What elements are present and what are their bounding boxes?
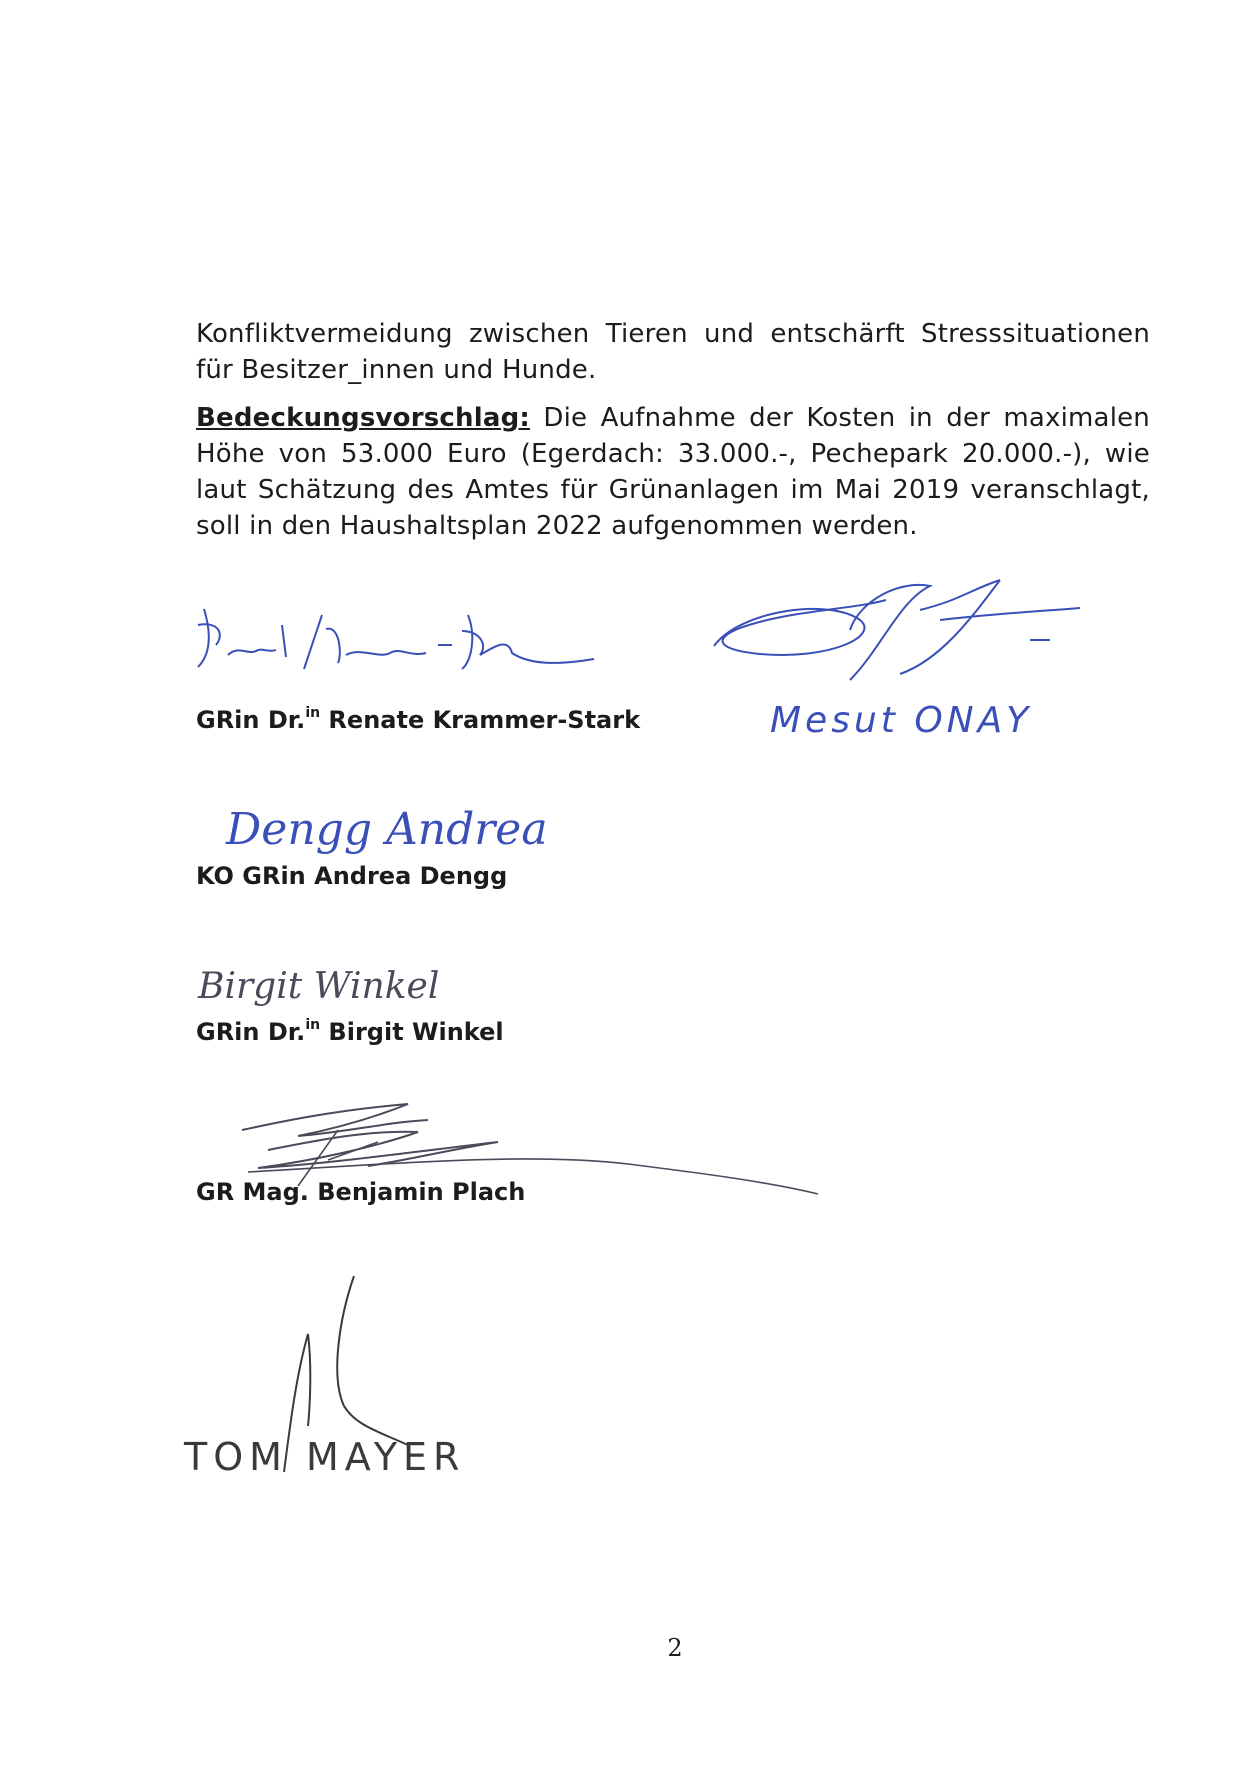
signatory-title: GRin Dr. [196, 1018, 306, 1046]
signature-onay-text: Mesut ONAY [770, 700, 1033, 741]
signatory-winkel [196, 1018, 504, 1046]
paragraph-conflict-avoidance: Konfliktvermeidung zwischen Tieren und entschärft Stresssituationen für Besitzer_innen und Hunde. [196, 319, 1150, 385]
signatory-plach: GR Mag. Benjamin Plach [196, 1178, 526, 1206]
signature-mayer [180, 1256, 520, 1496]
signature-onay [700, 570, 1090, 750]
signatory-title: GRin Dr. [196, 706, 306, 734]
funding-proposal-text: Die Aufnahme der Kosten in der maximalen Höhe von 53.000 Euro (Egerdach: 33.000.-, Pechepark 20.000.-), wie laut Schätzung des Amtes für Grünanlagen im Mai 2019 veranschlagt, soll in den Haushaltsplan 2022 aufgenommen werden. [196, 403, 1150, 541]
page-number: 2 [667, 1634, 683, 1662]
signatory-name: Renate Krammer-Stark [320, 706, 641, 734]
funding-proposal-label: Bedeckungsvorschlag: [196, 403, 531, 433]
signature-dengg [220, 788, 548, 868]
signatory-name: Birgit Winkel [320, 1018, 504, 1046]
signature-mayer-text: TOM MAYER [184, 1435, 466, 1479]
signatory-dengg: KO GRin Andrea Dengg [196, 862, 508, 890]
signature-winkel-text: Birgit Winkel [198, 966, 440, 1007]
signatory-krammer-stark [196, 706, 640, 734]
signature-krammer-stark-text: Renate Krammer-Stark [190, 595, 202, 596]
paragraph-funding-proposal [196, 400, 1150, 544]
signature-dengg-text: Dengg Andrea [226, 804, 548, 855]
signatory-title-sup: in [305, 705, 321, 721]
signature-krammer-stark [190, 595, 630, 685]
signature-winkel [196, 946, 456, 1016]
signatory-title-sup: in [305, 1017, 321, 1033]
